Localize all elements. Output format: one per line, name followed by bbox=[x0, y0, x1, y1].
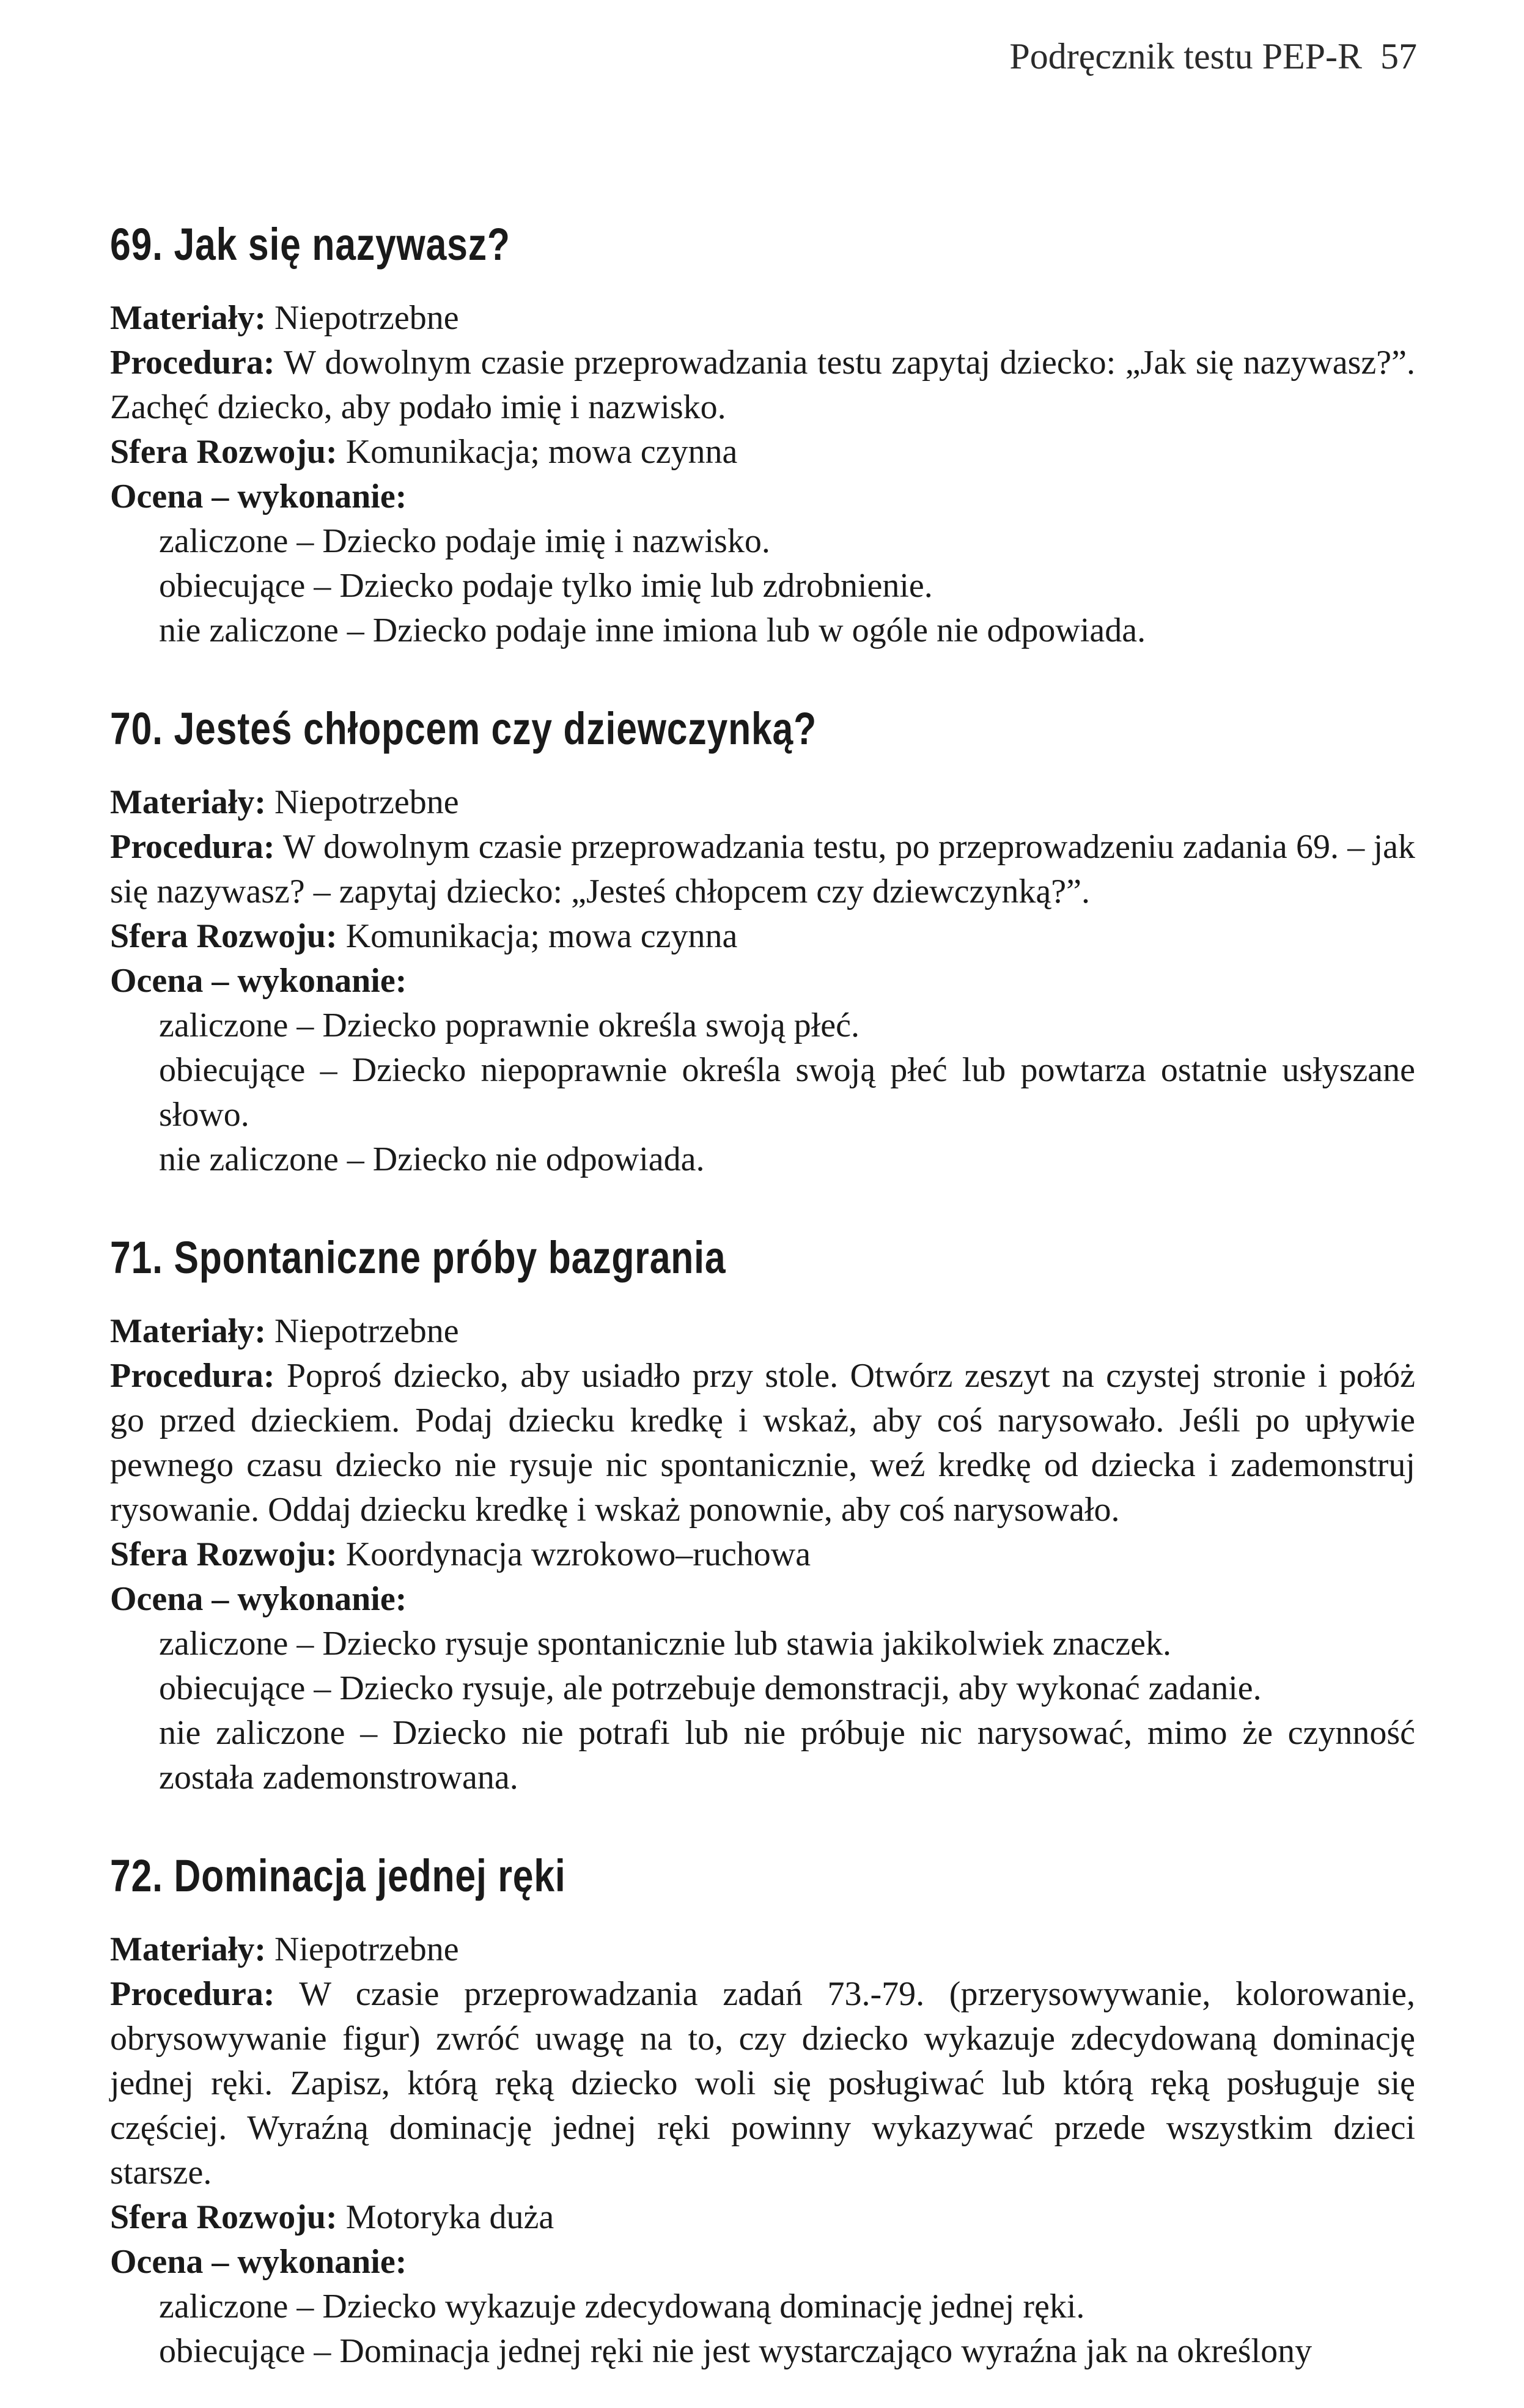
procedure-paragraph bbox=[110, 1972, 1415, 2195]
sphere-value: Motoryka duża bbox=[345, 2198, 554, 2236]
procedure-text: W czasie przeprowadzania zadań 73.-79. (przerysowywanie, kolorowanie, obrysowywanie figur) zwróć uwagę na to, czy dziecko wykazuje zdecydowaną dominację jednej ręki. Zapisz, którą ręką dziecko woli się posługiwać lub którą ręką posługuje się częściej. Wyraźną dominację jednej ręki powinny wykazywać przede wszystkim dzieci starsze. bbox=[110, 1975, 1415, 2192]
sphere-line bbox=[110, 914, 1415, 959]
procedure-paragraph bbox=[110, 341, 1415, 430]
materials-line bbox=[110, 1309, 1415, 1354]
section-spacer bbox=[110, 1182, 1415, 1227]
procedure-text: W dowolnym czasie przeprowadzania testu zapytaj dziecko: „Jak się nazywasz?”. Zachęć dziecko, aby podało imię i nazwisko. bbox=[110, 344, 1415, 426]
rating-pass: zaliczone – Dziecko rysuje spontanicznie lub stawia jakikolwiek znaczek. bbox=[159, 1625, 1171, 1663]
rating-pass: zaliczone – Dziecko wykazuje zdecydowaną dominację jednej ręki. bbox=[159, 2288, 1085, 2325]
sphere-label: Sfera Rozwoju: bbox=[110, 2198, 337, 2236]
rating-list bbox=[110, 1622, 1415, 1800]
materials-label: Materiały: bbox=[110, 299, 266, 337]
section-title: 69. Jak się nazywasz? bbox=[110, 219, 510, 270]
procedure-label: Procedura: bbox=[110, 344, 275, 382]
materials-line bbox=[110, 296, 1415, 341]
section-72 bbox=[110, 1845, 1415, 2374]
rating-fail: nie zaliczone – Dziecko nie potrafi lub nie próbuje nic narysować, mimo że czynność została zademonstrowana. bbox=[159, 1714, 1415, 1797]
section-title: 70. Jesteś chłopcem czy dziewczynką? bbox=[110, 703, 817, 754]
procedure-label: Procedura: bbox=[110, 828, 275, 866]
rating-emerging: obiecujące – Dominacja jednej ręki nie jest wystarczająco wyraźna jak na określony bbox=[159, 2332, 1312, 2370]
sphere-line bbox=[110, 2195, 1415, 2240]
section-title: 72. Dominacja jednej ręki bbox=[110, 1850, 566, 1901]
materials-label: Materiały: bbox=[110, 1312, 266, 1350]
materials-value: Niepotrzebne bbox=[274, 1930, 459, 1968]
section-69 bbox=[110, 214, 1415, 653]
materials-label: Materiały: bbox=[110, 1930, 266, 1968]
section-spacer bbox=[110, 653, 1415, 698]
procedure-paragraph bbox=[110, 1354, 1415, 1532]
materials-label: Materiały: bbox=[110, 783, 266, 821]
section-71 bbox=[110, 1227, 1415, 1800]
procedure-label: Procedura: bbox=[110, 1975, 275, 2013]
sphere-label: Sfera Rozwoju: bbox=[110, 917, 337, 955]
rating-list bbox=[110, 2284, 1415, 2374]
sphere-value: Komunikacja; mowa czynna bbox=[345, 433, 738, 471]
materials-value: Niepotrzebne bbox=[274, 299, 459, 337]
rating-emerging: obiecujące – Dziecko podaje tylko imię lub zdrobnienie. bbox=[159, 567, 933, 605]
sphere-value: Komunikacja; mowa czynna bbox=[345, 917, 738, 955]
page-number: 57 bbox=[1380, 36, 1417, 76]
rating-fail: nie zaliczone – Dziecko podaje inne imiona lub w ogóle nie odpowiada. bbox=[159, 611, 1146, 649]
rating-fail: nie zaliczone – Dziecko nie odpowiada. bbox=[159, 1140, 705, 1178]
rating-label: Ocena – wykonanie: bbox=[110, 1580, 407, 1618]
rating-pass: zaliczone – Dziecko poprawnie określa swoją płeć. bbox=[159, 1006, 860, 1044]
running-header bbox=[1009, 32, 1417, 81]
sphere-line bbox=[110, 430, 1415, 475]
section-spacer bbox=[110, 1800, 1415, 1845]
materials-line bbox=[110, 780, 1415, 825]
rating-emerging: obiecujące – Dziecko niepoprawnie określa swoją płeć lub powtarza ostatnie usłyszane słowo. bbox=[159, 1051, 1415, 1134]
rating-list bbox=[110, 1003, 1415, 1182]
rating-emerging: obiecujące – Dziecko rysuje, ale potrzebuje demonstracji, aby wykonać zadanie. bbox=[159, 1669, 1262, 1707]
rating-label: Ocena – wykonanie: bbox=[110, 478, 407, 515]
procedure-paragraph bbox=[110, 825, 1415, 914]
book-title: Podręcznik testu PEP-R bbox=[1009, 36, 1362, 76]
procedure-text: W dowolnym czasie przeprowadzania testu, po przeprowadzeniu zadania 69. – jak się nazywasz? – zapytaj dziecko: „Jesteś chłopcem czy dziewczynką?”. bbox=[110, 828, 1415, 910]
materials-value: Niepotrzebne bbox=[274, 783, 459, 821]
sphere-label: Sfera Rozwoju: bbox=[110, 1535, 337, 1573]
sphere-line bbox=[110, 1532, 1415, 1577]
rating-label: Ocena – wykonanie: bbox=[110, 962, 407, 1000]
section-70 bbox=[110, 698, 1415, 1182]
rating-pass: zaliczone – Dziecko podaje imię i nazwisko. bbox=[159, 522, 770, 560]
rating-list bbox=[110, 519, 1415, 653]
procedure-label: Procedura: bbox=[110, 1357, 275, 1395]
materials-line bbox=[110, 1927, 1415, 1972]
sphere-value: Koordynacja wzrokowo–ruchowa bbox=[345, 1535, 811, 1573]
page-content bbox=[110, 214, 1415, 2374]
procedure-text: Poproś dziecko, aby usiadło przy stole. Otwórz zeszyt na czystej stronie i połóż go przed dzieckiem. Podaj dziecku kredkę i wskaż, aby coś narysowało. Jeśli po upływie pewnego czasu dziecko nie rysuje nic spontanicznie, weź kredkę od dziecka i zademonstruj rysowanie. Oddaj dziecku kredkę i wskaż ponownie, aby coś narysowało. bbox=[110, 1357, 1415, 1529]
section-title: 71. Spontaniczne próby bazgrania bbox=[110, 1232, 726, 1283]
materials-value: Niepotrzebne bbox=[274, 1312, 459, 1350]
rating-label: Ocena – wykonanie: bbox=[110, 2243, 407, 2281]
sphere-label: Sfera Rozwoju: bbox=[110, 433, 337, 471]
